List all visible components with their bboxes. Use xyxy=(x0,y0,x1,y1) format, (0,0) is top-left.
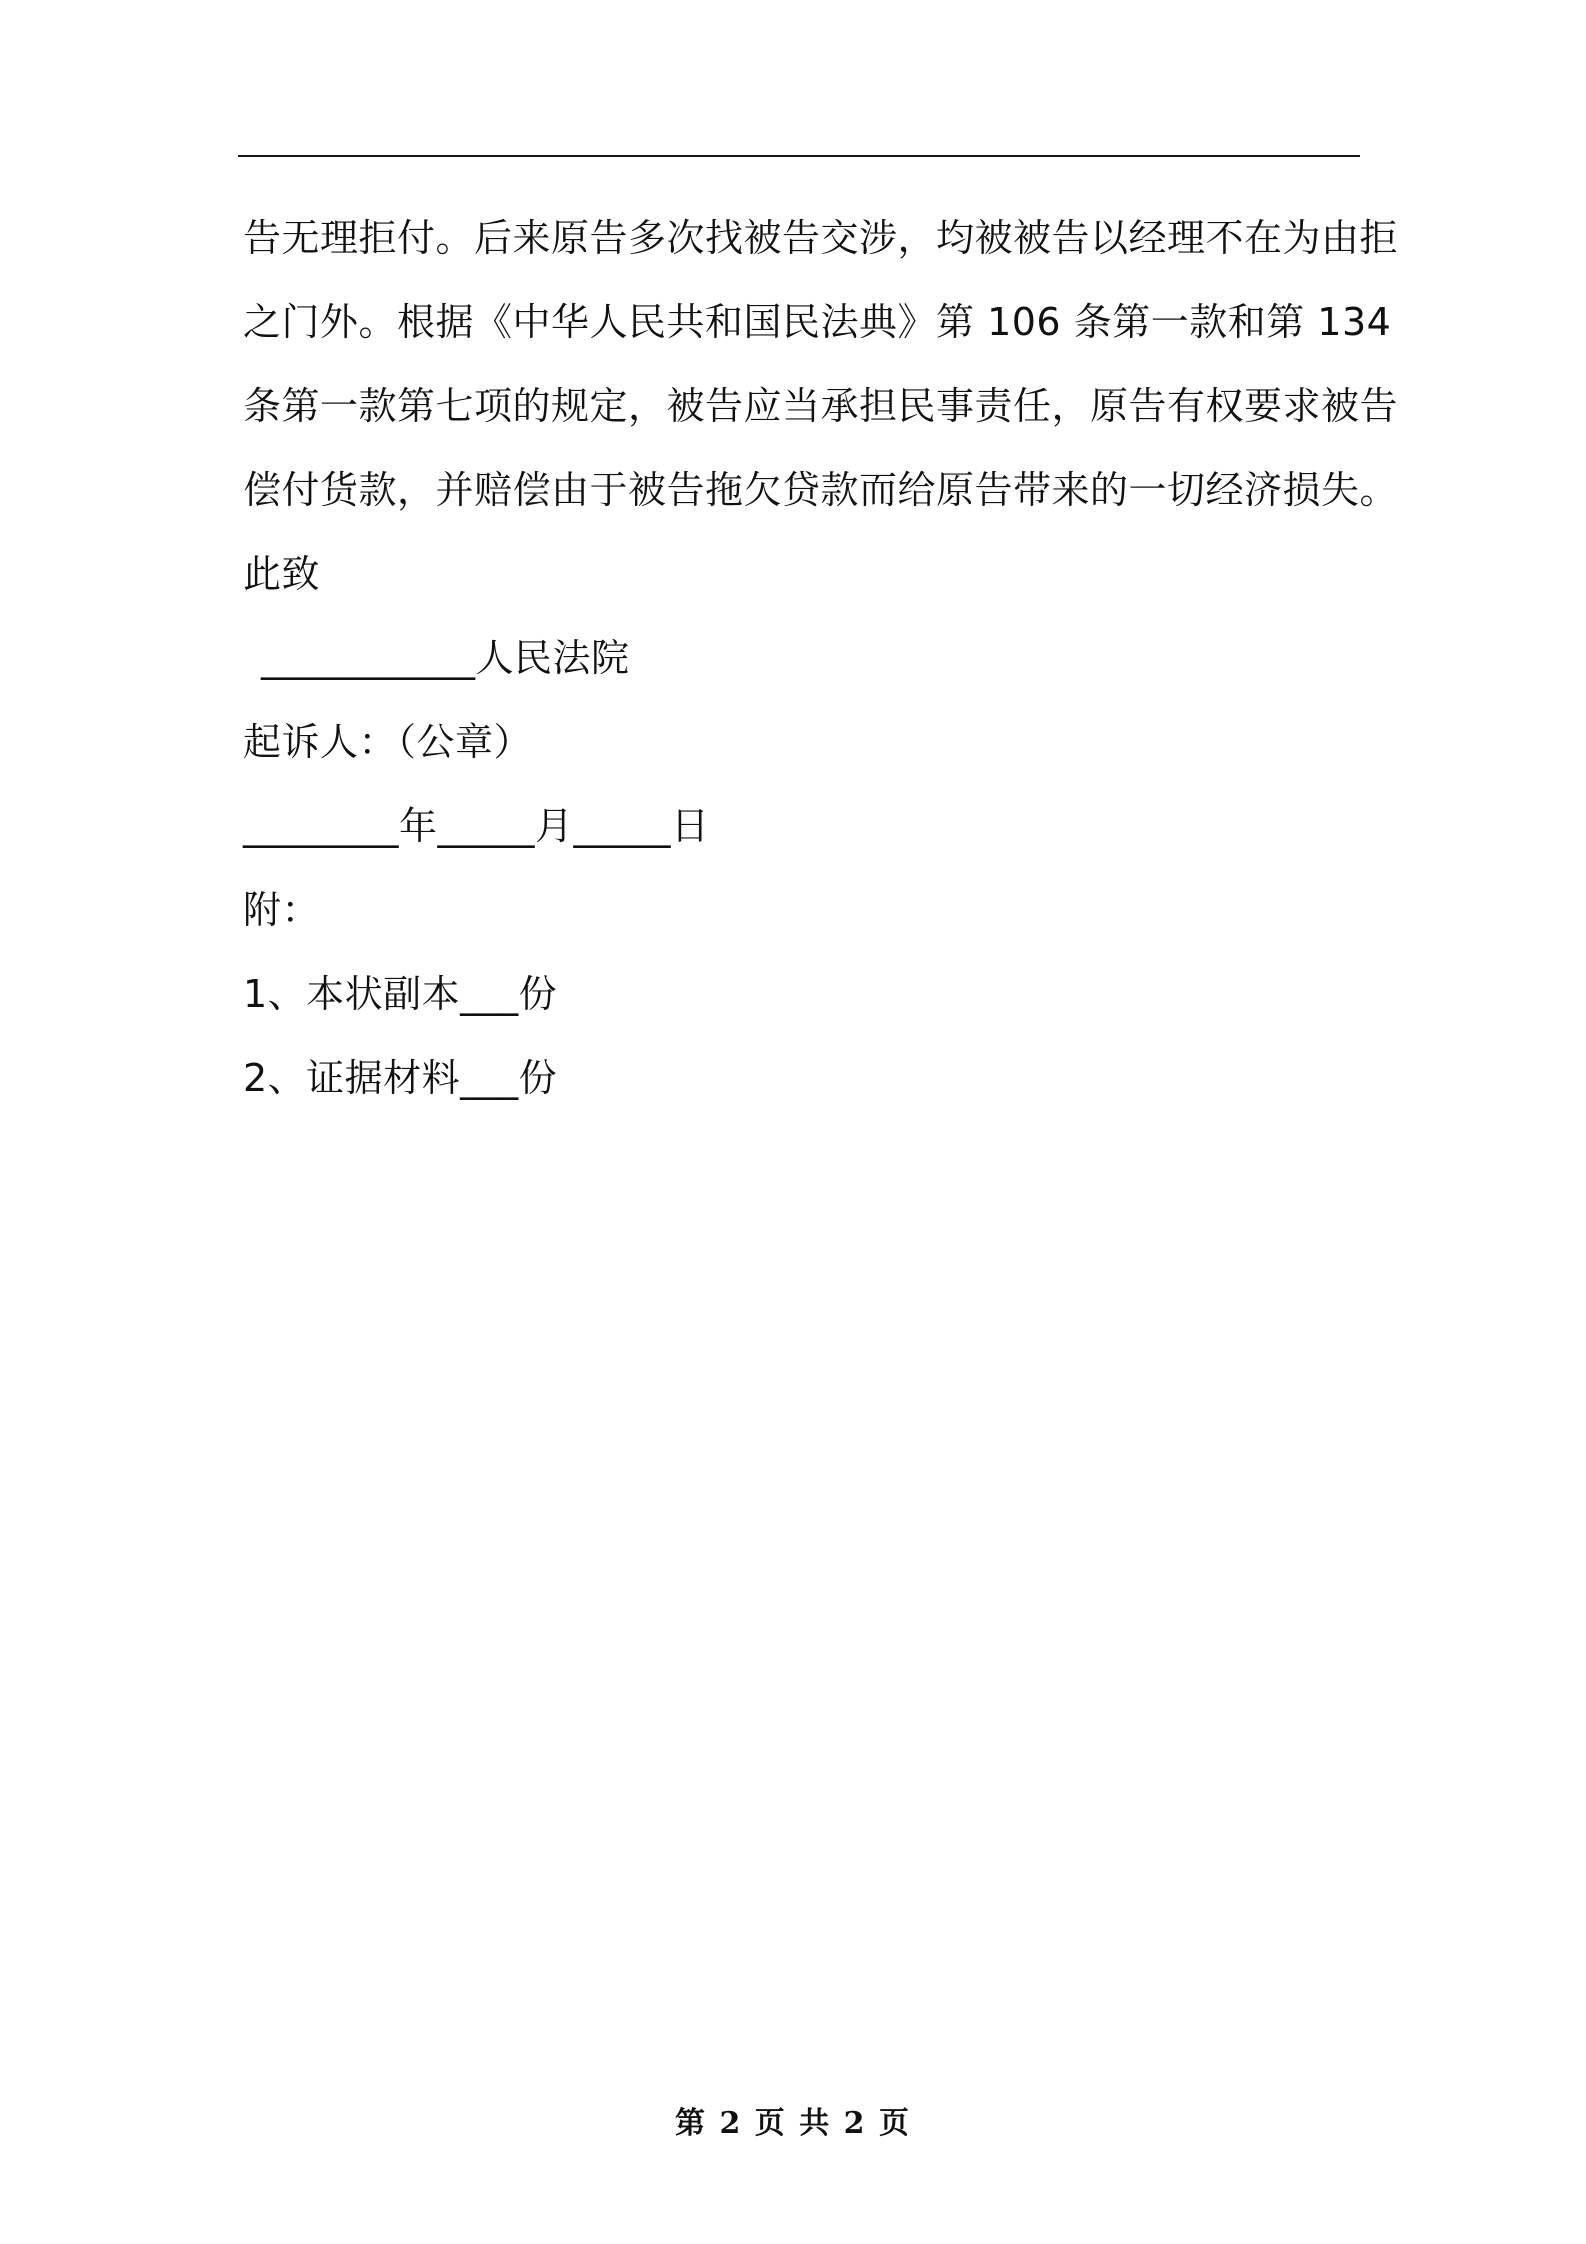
body-line-4: 偿付货款，并赔偿由于被告拖欠贷款而给原告带来的一切经济损失。 xyxy=(243,468,1399,512)
attachments-heading: 附： xyxy=(243,888,321,932)
document-body xyxy=(243,196,1399,1120)
attachment-item-1: 1、本状副本___份 xyxy=(243,972,558,1016)
body-line-1: 告无理拒付。后来原告多次找被告交涉，均被被告以经理不在为由拒 xyxy=(243,216,1399,260)
body-line-2: 之门外。根据《中华人民共和国民法典》第 106 条第一款和第 134 xyxy=(243,300,1392,344)
plaintiff-signature: 起诉人：（公章） xyxy=(243,720,533,764)
page-number: 第 2 页 共 2 页 xyxy=(675,2106,911,2141)
date-line: ________年_____月_____日 xyxy=(243,804,710,848)
header-rule xyxy=(238,155,1360,157)
court-name-line: ___________人民法院 xyxy=(261,636,630,680)
attachment-item-2: 2、证据材料___份 xyxy=(243,1056,558,1100)
body-line-3: 条第一款第七项的规定，被告应当承担民事责任，原告有权要求被告 xyxy=(243,384,1399,428)
salutation: 此致 xyxy=(243,552,321,596)
